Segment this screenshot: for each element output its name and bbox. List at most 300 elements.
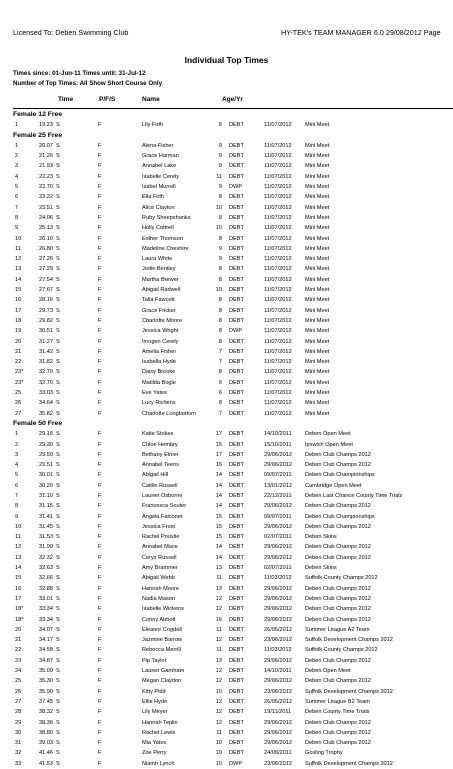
swim-date: 29/06/2012 — [264, 462, 292, 469]
time: 32.70 — [39, 379, 53, 386]
course: S — [56, 750, 60, 757]
rank: 9 — [15, 225, 19, 232]
gender: F — [98, 688, 102, 695]
rank: 14 — [15, 276, 22, 283]
time: 31.27 — [39, 338, 53, 345]
course: S — [56, 606, 60, 613]
rank: 8 — [15, 214, 19, 221]
meet-name: Deben Last Chance County Time Trials — [305, 492, 403, 499]
event-heading-text: Female 12 Free — [13, 111, 63, 118]
swim-date: 11/07/2012 — [264, 359, 292, 366]
age: 16 — [215, 616, 222, 623]
course: S — [56, 287, 60, 294]
team: DEBT — [229, 214, 244, 221]
swim-date: 11/07/2012 — [264, 122, 292, 129]
age: 12 — [215, 606, 222, 613]
meet-name: Mini Meet — [305, 225, 330, 232]
gender: F — [98, 204, 102, 211]
result-row — [0, 666, 453, 676]
time: 32.32 — [39, 554, 53, 561]
time: 34.87 — [39, 657, 53, 664]
swim-date: 15/10/2011 — [264, 441, 292, 448]
result-row — [0, 275, 453, 285]
gender: F — [98, 338, 102, 345]
meet-name: Deben Club Champs 2012 — [305, 503, 371, 510]
team: DEBT — [229, 451, 244, 458]
age: 10 — [215, 287, 222, 294]
result-row — [0, 707, 453, 717]
gender: F — [98, 729, 102, 736]
swim-date: 14/10/2011 — [264, 431, 292, 438]
course: S — [56, 657, 60, 664]
age: 12 — [215, 698, 222, 705]
team: DEBT — [229, 719, 244, 726]
result-row — [0, 584, 453, 594]
swimmer-name: Rebecca Merrill — [142, 647, 181, 654]
rank: 26 — [15, 400, 22, 407]
rank: 17 — [15, 595, 22, 602]
age: 6 — [218, 379, 222, 386]
meet-name: Mini Meet — [305, 204, 330, 211]
result-row — [0, 512, 453, 522]
result-row — [0, 254, 453, 264]
meet-name: Mini Meet — [305, 163, 330, 170]
swimmer-name: Madeline Cheshire — [142, 245, 189, 252]
result-row — [0, 316, 453, 326]
course: S — [56, 122, 60, 129]
course: S — [56, 503, 60, 510]
result-row — [0, 141, 453, 151]
course: S — [56, 544, 60, 551]
result-row — [0, 234, 453, 244]
team: DEBT — [229, 688, 244, 695]
team: DEBT — [229, 595, 244, 602]
team: DEBT — [229, 462, 244, 469]
swim-date: 29/06/2012 — [264, 554, 292, 561]
course: S — [56, 410, 60, 417]
time: 33.01 — [39, 595, 53, 602]
swimmer-name: Lucy Richens — [142, 400, 176, 407]
age: 8 — [218, 214, 222, 221]
meet-name: Deben Club Champs 2012 — [305, 740, 371, 747]
header-divider — [13, 108, 453, 109]
course: S — [56, 225, 60, 232]
result-row — [0, 501, 453, 511]
team: DEBT — [229, 317, 244, 324]
time: 32.63 — [39, 565, 53, 572]
gender: F — [98, 534, 102, 541]
swimmer-name: Jazmine Barrow — [142, 637, 183, 644]
page-header — [13, 28, 453, 40]
course: S — [56, 266, 60, 273]
course: S — [56, 585, 60, 592]
gender: F — [98, 431, 102, 438]
time: 38.80 — [39, 729, 53, 736]
team: DEBT — [229, 307, 244, 314]
course: S — [56, 513, 60, 520]
event-heading — [0, 110, 453, 120]
swimmer-name: Pip Taylor — [142, 657, 167, 664]
team: DEBT — [229, 122, 244, 129]
time: 41.53 — [39, 760, 53, 767]
age: 13 — [215, 565, 222, 572]
gender: F — [98, 245, 102, 252]
swimmer-name: Jessica Frost — [142, 523, 175, 530]
team: DEBT — [229, 359, 244, 366]
age: 7 — [218, 410, 222, 417]
age: 9 — [218, 245, 222, 252]
swim-date: 11/07/2012 — [264, 266, 292, 273]
team: DEBT — [229, 637, 244, 644]
meet-name: Deben Club Championships — [305, 472, 375, 479]
swim-date: 26/05/2012 — [264, 698, 292, 705]
age: 8 — [218, 328, 222, 335]
swimmer-name: Lily Firth — [142, 122, 164, 129]
meet-name: Deben Club Champs 2012 — [305, 616, 371, 623]
swimmer-name: Annabel Lake — [142, 163, 177, 170]
time: 31.42 — [39, 348, 53, 355]
swimmer-name: Chloe Hembry — [142, 441, 178, 448]
rank: 3 — [15, 451, 19, 458]
swim-date: 11/07/2012 — [264, 369, 292, 376]
swim-date: 11/07/2012 — [264, 348, 292, 355]
age: 11 — [216, 647, 222, 654]
swimmer-name: Isabelle Cerely — [142, 173, 179, 180]
rank: 21 — [15, 348, 22, 355]
time: 29.73 — [39, 307, 53, 314]
gender: F — [98, 585, 102, 592]
swimmer-name: Esther Thomson — [142, 235, 183, 242]
event-heading — [0, 131, 453, 141]
meet-name: Mini Meet — [305, 256, 330, 263]
swimmer-name: Ella Firth — [142, 194, 165, 201]
rank: 2 — [15, 441, 19, 448]
swimmer-name: Jessica Wright — [142, 328, 179, 335]
swimmer-name: Abigail Webb — [142, 575, 175, 582]
result-row — [0, 151, 453, 161]
team: DEBT — [229, 194, 244, 201]
result-row — [0, 460, 453, 470]
gender: F — [98, 637, 102, 644]
gender: F — [98, 513, 102, 520]
team: DEBT — [229, 565, 244, 572]
swim-date: 29/06/2012 — [264, 616, 292, 623]
result-row — [0, 429, 453, 439]
team: DEBT — [229, 245, 244, 252]
rank: 23 — [15, 657, 22, 664]
meet-name: Deben Club Champs 2012 — [305, 544, 371, 551]
result-row — [0, 378, 453, 388]
meet-name: Deben Club Champs 2012 — [305, 606, 371, 613]
swimmer-name: Alice Clayton — [142, 204, 175, 211]
rank: 10 — [15, 235, 22, 242]
swim-date: 11/07/2012 — [264, 287, 292, 294]
meet-name: Gosling Trophy — [305, 750, 343, 757]
age: 12 — [215, 637, 222, 644]
swim-date: 11/03/2012 — [264, 647, 292, 654]
team: DEBT — [229, 235, 244, 242]
result-row — [0, 347, 453, 357]
swim-date: 11/07/2012 — [264, 317, 292, 324]
swimmer-name: Eve Yates — [142, 390, 167, 397]
gender: F — [98, 256, 102, 263]
age: 11 — [216, 575, 222, 582]
swimmer-name: Bethany Elmer — [142, 451, 179, 458]
rank: 13 — [15, 266, 22, 273]
result-row — [0, 120, 453, 130]
rank: 27 — [15, 410, 22, 417]
swim-date: 29/06/2012 — [264, 523, 292, 530]
rank: 7 — [15, 492, 19, 499]
team: DEBT — [229, 163, 244, 170]
team: DEBT — [229, 287, 244, 294]
age: 11 — [216, 729, 222, 736]
result-row — [0, 563, 453, 573]
course: S — [56, 307, 60, 314]
gender: F — [98, 647, 102, 654]
age: 8 — [218, 317, 222, 324]
result-row — [0, 470, 453, 480]
gender: F — [98, 750, 102, 757]
team: DEBT — [229, 503, 244, 510]
swimmer-name: Isabel Murrell — [142, 184, 176, 191]
age: 14 — [215, 544, 222, 551]
age: 9 — [218, 142, 222, 149]
course: S — [56, 245, 60, 252]
swim-date: 29/06/2012 — [264, 503, 292, 510]
swim-date: 09/07/2011 — [264, 472, 292, 479]
swimmer-name: Alena Fisher — [142, 142, 174, 149]
swim-date: 11/07/2012 — [264, 256, 292, 263]
rank: 31 — [15, 740, 22, 747]
time: 35.30 — [39, 678, 53, 685]
swimmer-name: Amy Brammer — [142, 565, 178, 572]
team: DWP — [229, 184, 243, 191]
age: 8 — [218, 297, 222, 304]
rank: 18 — [15, 317, 22, 324]
report-title: Individual Top Times — [184, 55, 269, 65]
gender: F — [98, 142, 102, 149]
swimmer-name: Amelia Fisher — [142, 348, 177, 355]
gender: F — [98, 554, 102, 561]
event-heading-text: Female 25 Free — [13, 131, 63, 139]
meet-name: Mini Meet — [305, 173, 330, 180]
swimmer-name: Rachel Pouslie — [142, 534, 180, 541]
course: S — [56, 760, 60, 767]
time: 27.26 — [39, 256, 53, 263]
course: S — [56, 431, 60, 438]
age: 8 — [218, 266, 222, 273]
rank: 27 — [15, 698, 22, 705]
swimmer-name: Mia Yates — [142, 740, 167, 747]
time: 32.88 — [39, 585, 53, 592]
rank: 7 — [15, 204, 19, 211]
gender: F — [98, 235, 102, 242]
course: S — [56, 400, 60, 407]
result-row — [0, 285, 453, 295]
age: 14 — [215, 472, 222, 479]
event-heading-text: Female 50 Free — [13, 419, 63, 427]
course: S — [56, 390, 60, 397]
team: DEBT — [229, 369, 244, 376]
swim-date: 24/09/2011 — [264, 750, 292, 757]
license-text: Licensed To: Deben Swimming Club — [13, 28, 129, 37]
swim-date: 11/07/2012 — [264, 410, 292, 417]
course: S — [56, 297, 60, 304]
swim-date: 26/05/2012 — [264, 626, 292, 633]
gender: F — [98, 379, 102, 386]
time: 31.10 — [39, 492, 53, 499]
swim-date: 11/07/2012 — [264, 153, 292, 160]
result-row — [0, 398, 453, 408]
rank: 3 — [15, 163, 19, 170]
swim-date: 11/03/2012 — [264, 575, 292, 582]
team: DEBT — [229, 657, 244, 664]
age: 12 — [215, 678, 222, 685]
meet-name: Deben Skins — [305, 534, 337, 541]
result-row — [0, 182, 453, 192]
rank: 19 — [15, 328, 22, 335]
age: 10 — [215, 204, 222, 211]
rank: 16 — [15, 297, 22, 304]
meet-name: Summer League B2 Team — [305, 698, 370, 705]
age: 10 — [215, 688, 222, 695]
result-row — [0, 728, 453, 738]
swim-date: 23/06/2012 — [264, 688, 292, 695]
course: S — [56, 276, 60, 283]
meet-name: Deben Club Champs 2012 — [305, 657, 371, 664]
meet-name: Mini Meet — [305, 359, 330, 366]
meet-name: Summer League A2 Team — [305, 626, 370, 633]
time: 23.22 — [39, 194, 53, 201]
meet-name: Mini Meet — [305, 410, 330, 417]
age: 8 — [218, 338, 222, 345]
result-row — [0, 718, 453, 728]
gender: F — [98, 225, 102, 232]
age: 8 — [218, 235, 222, 242]
swim-date: 14/10/2011 — [264, 668, 292, 675]
rank: 12 — [15, 544, 22, 551]
meet-name: Deben Club Champs 2012 — [305, 451, 371, 458]
age: 8 — [218, 369, 222, 376]
gender: F — [98, 740, 102, 747]
swim-date: 29/06/2012 — [264, 585, 292, 592]
swim-date: 29/06/2012 — [264, 678, 292, 685]
time: 26.10 — [39, 235, 53, 242]
course: S — [56, 709, 60, 716]
rank: 29 — [15, 719, 22, 726]
meet-name: Mini Meet — [305, 369, 330, 376]
swim-date: 11/07/2012 — [264, 204, 292, 211]
swim-date: 29/06/2012 — [264, 657, 292, 664]
result-row — [0, 213, 453, 223]
meet-name: Suffolk County Champs 2012 — [305, 575, 378, 582]
swimmer-name: Matilda Bogle — [142, 379, 176, 386]
age: 9 — [218, 184, 222, 191]
rank: 15 — [15, 575, 22, 582]
results-list — [0, 110, 453, 769]
time: 20.07 — [39, 142, 53, 149]
team: DEBT — [229, 431, 244, 438]
gender: F — [98, 606, 102, 613]
swimmer-name: Lauren Osborne — [142, 492, 183, 499]
swim-date: 02/07/2011 — [264, 565, 292, 572]
time: 32.70 — [39, 369, 53, 376]
course: S — [56, 451, 60, 458]
result-row — [0, 326, 453, 336]
gender: F — [98, 410, 102, 417]
result-row — [0, 594, 453, 604]
swimmer-name: Angela Falconer — [142, 513, 183, 520]
meet-name: Deben Skins — [305, 565, 337, 572]
gender: F — [98, 595, 102, 602]
team: DEBT — [229, 513, 244, 520]
rank: 6 — [15, 194, 19, 201]
gender: F — [98, 369, 102, 376]
time: 31.99 — [39, 544, 53, 551]
age: 14 — [215, 492, 222, 499]
result-row — [0, 172, 453, 182]
time: 33.34 — [39, 616, 53, 623]
course: S — [56, 740, 60, 747]
result-row — [0, 645, 453, 655]
result-row — [0, 192, 453, 202]
team: DEBT — [229, 626, 244, 633]
meet-name: Mini Meet — [305, 338, 330, 345]
gender: F — [98, 287, 102, 294]
gender: F — [98, 328, 102, 335]
gender: F — [98, 214, 102, 221]
rank: 1 — [15, 431, 19, 438]
swimmer-name: Caitlin Russell — [142, 482, 178, 489]
result-row — [0, 604, 453, 614]
time: 35.82 — [39, 410, 53, 417]
swimmer-name: Abigail Hill — [142, 472, 169, 479]
meet-name: Mini Meet — [305, 276, 330, 283]
result-row — [0, 759, 453, 769]
result-row — [0, 553, 453, 563]
rank: 13 — [15, 554, 22, 561]
gender: F — [98, 503, 102, 510]
age: 13 — [215, 657, 222, 664]
rank: 1 — [15, 142, 19, 149]
team: DEBT — [229, 441, 244, 448]
meet-name: Suffolk Development Champs 2012 — [305, 637, 393, 644]
course: S — [56, 688, 60, 695]
gender: F — [98, 276, 102, 283]
team: DEBT — [229, 544, 244, 551]
meet-name: Suffolk County Champs 2012 — [305, 647, 378, 654]
swimmer-name: Talia Fawcett — [142, 297, 175, 304]
swim-date: 19/11/2011 — [264, 709, 292, 716]
meet-name: Mini Meet — [305, 328, 330, 335]
course: S — [56, 534, 60, 541]
swimmer-name: Hannah Teplin — [142, 719, 178, 726]
result-row — [0, 656, 453, 666]
time: 33.03 — [39, 390, 53, 397]
time: 34.07 — [39, 626, 53, 633]
meet-name: Mini Meet — [305, 184, 330, 191]
team: DEBT — [229, 276, 244, 283]
team: DEBT — [229, 492, 244, 499]
time: 25.13 — [39, 225, 53, 232]
rank: 1 — [15, 122, 19, 129]
gender: F — [98, 575, 102, 582]
swimmer-name: Grace Fricker — [142, 307, 176, 314]
swimmer-name: Cerys Russell — [142, 554, 177, 561]
rank: 28 — [15, 709, 22, 716]
age: 13 — [215, 585, 222, 592]
